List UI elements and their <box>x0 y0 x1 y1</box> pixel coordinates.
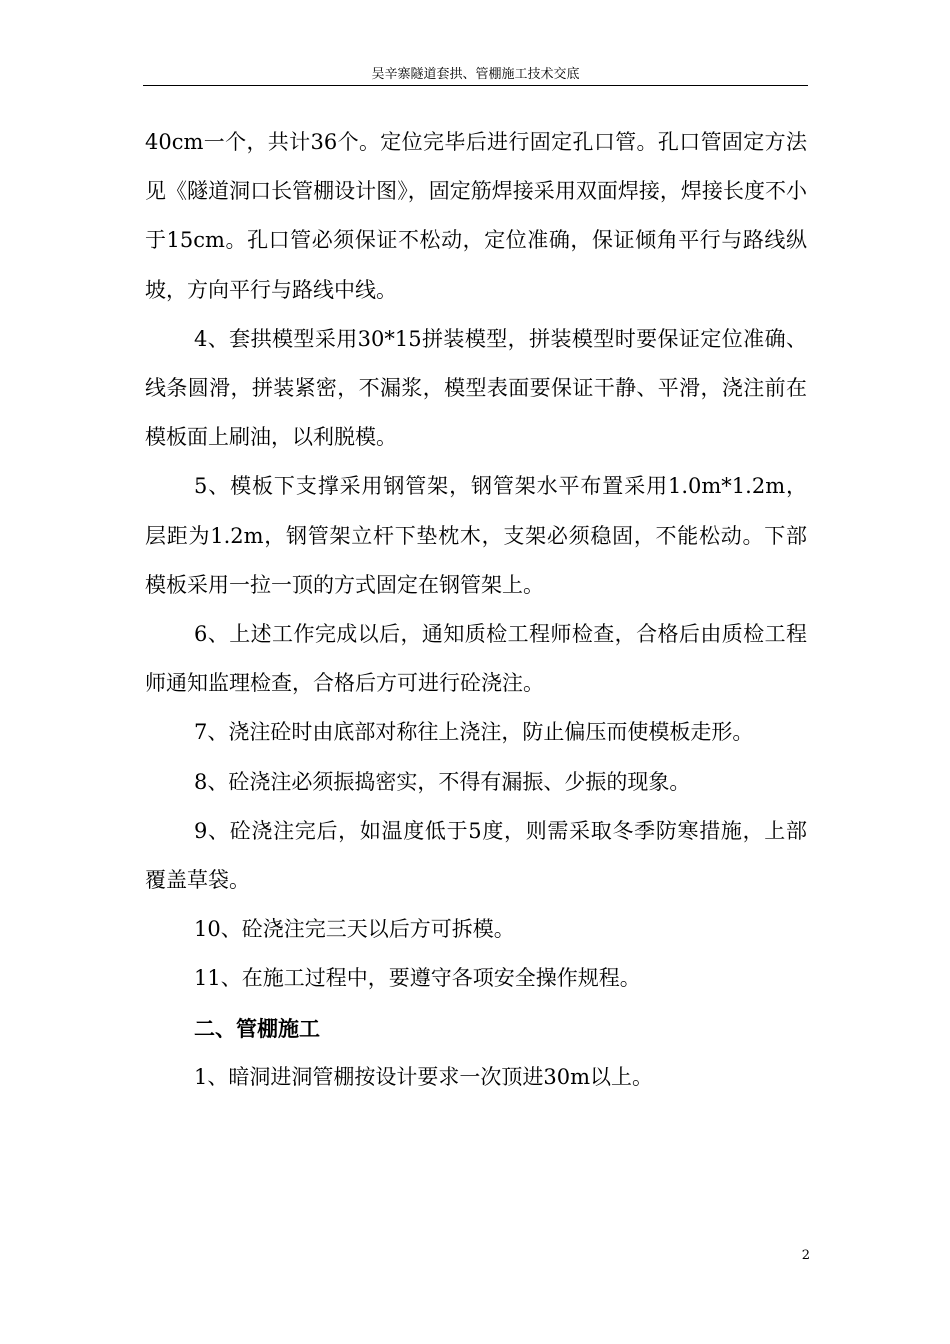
body-text <box>145 118 807 1102</box>
paragraph-continued: 40cm一个，共计36个。定位完毕后进行固定孔口管。孔口管固定方法见《隧道洞口长管棚设计图》，固定筋焊接采用双面焊接，焊接长度不小于15cm。孔口管必须保证不松动，定位准确，保证倾角平行与路线纵坡，方向平行与路线中线。 <box>145 130 807 302</box>
running-header: 吴辛寨隧道套拱、管棚施工技术交底 <box>371 67 580 82</box>
paragraph-pipe-roof-1: 1、暗洞进洞管棚按设计要求一次顶进30m以上。 <box>194 1064 653 1089</box>
paragraph-item-7: 7、浇注砼时由底部对称往上浇注，防止偏压而使模板走形。 <box>194 720 754 745</box>
paragraph-item-5: 5、模板下支撑采用钢管架，钢管架水平布置采用1.0m*1.2m，层距为1.2m，钢管架立杆下垫枕木，支架必须稳固，不能松动。下部模板采用一拉一顶的方式固定在钢管架上。 <box>145 474 807 597</box>
paragraph-item-6: 6、上述工作完成以后，通知质检工程师检查，合格后由质检工程师通知监理检查，合格后方可进行砼浇注。 <box>145 622 807 696</box>
paragraph-item-11: 11、在施工过程中，要遵守各项安全操作规程。 <box>194 966 641 991</box>
header-divider <box>143 85 808 86</box>
section-heading: 二、管棚施工 <box>194 1015 320 1041</box>
paragraph-item-10: 10、砼浇注完三天以后方可拆模。 <box>194 917 515 942</box>
paragraph-item-8: 8、砼浇注必须振捣密实，不得有漏振、少振的现象。 <box>194 769 691 794</box>
page-number: 2 <box>801 1248 810 1263</box>
paragraph-item-4: 4、套拱模型采用30*15拼装模型，拼装模型时要保证定位准确、线条圆滑，拼装紧密，不漏浆，模型表面要保证干静、平滑，浇注前在模板面上刷油，以利脱模。 <box>145 326 807 450</box>
paragraph-item-9: 9、砼浇注完后，如温度低于5度，则需采取冬季防寒措施，上部覆盖草袋。 <box>145 818 807 893</box>
